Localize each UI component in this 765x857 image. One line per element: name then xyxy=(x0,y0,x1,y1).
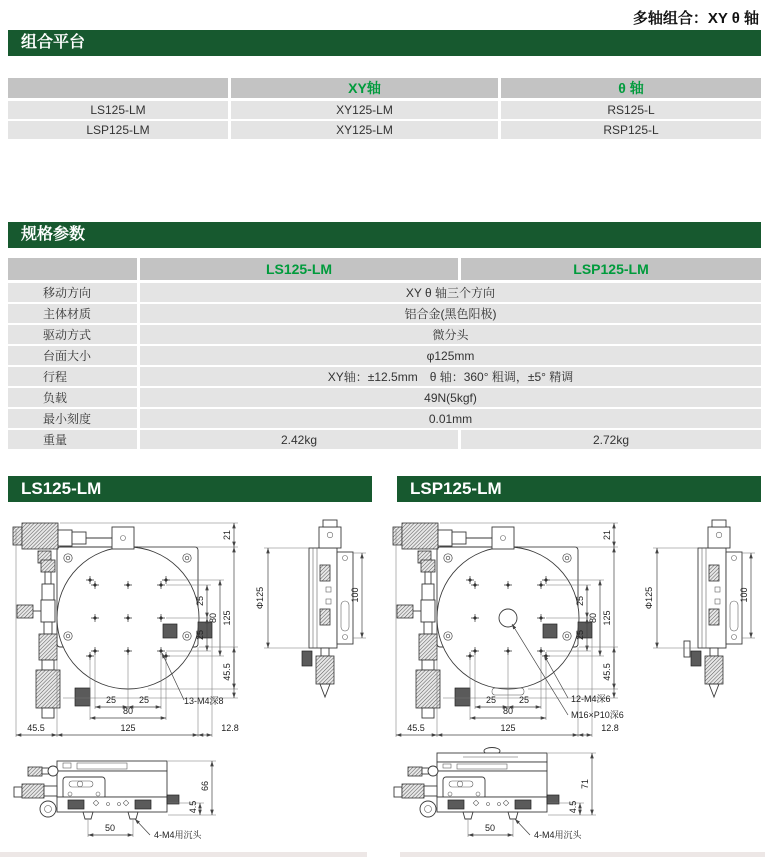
svg-text:45.5: 45.5 xyxy=(602,663,612,681)
table-header-row xyxy=(8,258,761,280)
svg-text:12.8: 12.8 xyxy=(601,723,619,733)
svg-text:125: 125 xyxy=(120,723,136,733)
spec-label: 驱动方式 xyxy=(8,325,137,344)
svg-text:80: 80 xyxy=(208,612,218,624)
svg-text:4-M4用沉头: 4-M4用沉头 xyxy=(154,830,202,840)
spec-row-direction xyxy=(8,283,761,302)
spec-value: XY θ 轴三个方向 xyxy=(140,283,761,302)
cell-xy: XY125-LM xyxy=(231,101,498,119)
drawing-title: LS125-LM xyxy=(21,479,102,498)
front-theta-slab xyxy=(437,753,547,762)
page-title: 多轴组合：XY θ 轴 xyxy=(632,10,759,27)
front-right-knob xyxy=(547,795,559,804)
front-top-slab xyxy=(437,762,547,771)
svg-text:80: 80 xyxy=(502,706,514,716)
lsp125-technical-drawing xyxy=(388,505,765,855)
svg-text:21: 21 xyxy=(222,529,232,541)
cell-theta: RS125-L xyxy=(501,101,761,119)
right-clamp-knob xyxy=(163,624,177,638)
header-cell-theta-axis: θ 轴 xyxy=(501,78,761,98)
svg-text:4.5: 4.5 xyxy=(188,800,198,814)
spec-label: 台面大小 xyxy=(8,346,137,365)
front-top-slab xyxy=(57,761,167,771)
svg-text:25: 25 xyxy=(485,695,497,705)
svg-text:100: 100 xyxy=(350,587,360,603)
drawing-title: LSP125-LM xyxy=(410,479,502,498)
svg-text:45.5: 45.5 xyxy=(407,723,425,733)
ls-top-view xyxy=(13,523,239,737)
page-edge-strip-left xyxy=(0,852,367,857)
svg-text:Φ125: Φ125 xyxy=(255,586,265,610)
svg-text:12.8: 12.8 xyxy=(221,723,239,733)
svg-text:125: 125 xyxy=(602,610,612,626)
lsp-top-view xyxy=(393,523,624,737)
section-header-combination-platform xyxy=(8,30,761,56)
spec-row-table-size xyxy=(8,346,761,365)
front-right-knob xyxy=(167,795,179,804)
lsp-left-micrometer xyxy=(397,560,440,718)
ls-side-view xyxy=(255,520,366,697)
spec-row-resolution xyxy=(8,409,761,428)
drawing-header-ls125 xyxy=(8,476,372,502)
svg-text:25: 25 xyxy=(138,695,150,705)
bottom-clamp-knob xyxy=(75,688,90,706)
svg-text:45.5: 45.5 xyxy=(222,663,232,681)
spec-value: XY轴：±12.5mm θ 轴：360° 粗调，±5° 精调 xyxy=(140,367,761,386)
svg-text:25: 25 xyxy=(105,695,117,705)
lsp-side-view xyxy=(644,520,755,697)
section-header-specifications xyxy=(8,222,761,248)
lsp-front-view xyxy=(394,748,596,841)
cell-xy: XY125-LM xyxy=(231,121,498,139)
front-foot-right xyxy=(508,812,518,819)
spec-label: 负载 xyxy=(8,388,137,407)
svg-text:45.5: 45.5 xyxy=(27,723,45,733)
right-clamp-knob xyxy=(543,624,557,638)
bottom-clamp-knob xyxy=(455,688,470,706)
header-cell-xy-axis: XY轴 xyxy=(231,78,498,98)
svg-text:25: 25 xyxy=(195,595,205,607)
svg-text:100: 100 xyxy=(739,587,749,603)
spec-value: 49N(5kgf) xyxy=(140,388,761,407)
drawing-header-lsp125 xyxy=(397,476,761,502)
spec-row-load xyxy=(8,388,761,407)
spec-value: φ125mm xyxy=(140,346,761,365)
svg-text:25: 25 xyxy=(575,595,585,607)
svg-text:M16×P10深6: M16×P10深6 xyxy=(571,710,624,720)
front-foot-left xyxy=(463,812,473,819)
svg-text:125: 125 xyxy=(500,723,516,733)
svg-text:66: 66 xyxy=(200,780,210,792)
svg-text:4.5: 4.5 xyxy=(568,800,578,814)
svg-text:71: 71 xyxy=(580,778,590,790)
spec-table xyxy=(8,258,761,451)
svg-text:Φ125: Φ125 xyxy=(644,586,654,610)
spec-row-travel xyxy=(8,367,761,386)
section-title: 规格参数 xyxy=(21,226,86,243)
cell-model: LSP125-LM xyxy=(8,121,228,139)
cell-theta: RSP125-L xyxy=(501,121,761,139)
spec-row-drive xyxy=(8,325,761,344)
combination-table xyxy=(8,78,761,141)
svg-text:50: 50 xyxy=(104,823,116,833)
spec-label: 最小刻度 xyxy=(8,409,137,428)
svg-text:13-M4深8: 13-M4深8 xyxy=(184,696,224,706)
page-edge-strip-right xyxy=(400,852,765,857)
spec-label: 重量 xyxy=(8,430,137,449)
section-title: 组合平台 xyxy=(21,34,86,51)
spec-value-ls: 2.42kg xyxy=(140,430,458,449)
svg-text:21: 21 xyxy=(602,529,612,541)
spec-value: 铝合金(黑色阳极) xyxy=(140,304,761,323)
svg-text:80: 80 xyxy=(588,612,598,624)
table-header-row xyxy=(8,78,761,98)
front-left-micrometer xyxy=(394,766,438,817)
spec-label: 主体材质 xyxy=(8,304,137,323)
spec-value: 微分头 xyxy=(140,325,761,344)
table-row xyxy=(8,101,761,119)
side-micrometer xyxy=(302,648,334,697)
header-cell-ls125: LS125-LM xyxy=(140,258,458,280)
spec-row-weight xyxy=(8,430,761,449)
svg-text:25: 25 xyxy=(195,629,205,641)
front-foot-left xyxy=(83,812,93,819)
svg-text:25: 25 xyxy=(518,695,530,705)
svg-text:25: 25 xyxy=(575,629,585,641)
ls125-technical-drawing xyxy=(8,505,376,855)
svg-text:4-M4用沉头: 4-M4用沉头 xyxy=(534,830,582,840)
table-row xyxy=(8,121,761,139)
header-cell-lsp125: LSP125-LM xyxy=(461,258,761,280)
header-cell-blank xyxy=(8,78,228,98)
spec-label: 行程 xyxy=(8,367,137,386)
left-micrometer xyxy=(17,560,60,718)
front-left-micrometer xyxy=(14,766,58,817)
svg-text:12-M4深6: 12-M4深6 xyxy=(571,694,611,704)
spec-value: 0.01mm xyxy=(140,409,761,428)
side-micrometer xyxy=(684,641,723,697)
spec-value-lsp: 2.72kg xyxy=(461,430,761,449)
svg-text:125: 125 xyxy=(222,610,232,626)
side-top-block xyxy=(319,527,341,548)
cell-model: LS125-LM xyxy=(8,101,228,119)
spec-label: 移动方向 xyxy=(8,283,137,302)
svg-text:50: 50 xyxy=(484,823,496,833)
ls-front-view xyxy=(14,761,216,840)
front-foot-right xyxy=(128,812,138,819)
side-top-block xyxy=(708,527,730,548)
spec-row-material xyxy=(8,304,761,323)
header-cell-blank xyxy=(8,258,137,280)
svg-text:80: 80 xyxy=(122,706,134,716)
